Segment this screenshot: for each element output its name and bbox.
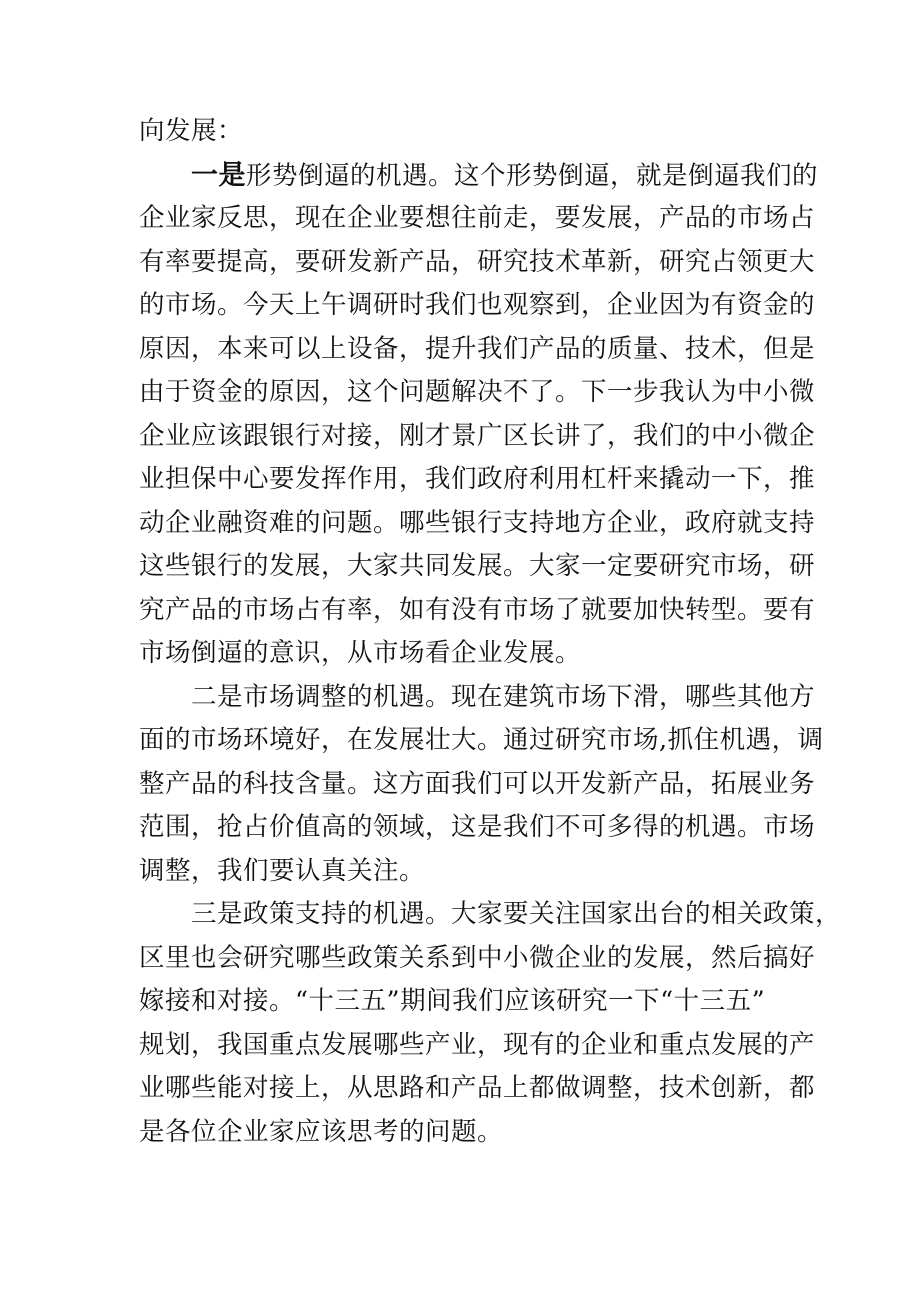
paragraph-3-line-1: 三是政策支持的机遇。大家要关注国家出台的相关政策， bbox=[191, 899, 842, 929]
paragraph-3-line-3: 嫁接和对接。“十三五”期间我们应该研究一下“十三五” bbox=[139, 986, 766, 1016]
paragraph-1-line-2: 企业家反思，现在企业要想往前走，要发展，产品的市场占 bbox=[139, 203, 816, 233]
paragraph-2-line-4: 范围，抢占价值高的领域，这是我们不可多得的机遇。市场 bbox=[139, 812, 816, 842]
paragraph-3-line-6: 是各位企业家应该思考的问题。 bbox=[139, 1116, 504, 1147]
paragraph-2-line-3: 整产品的科技含量。这方面我们可以开发新产品，拓展业务 bbox=[139, 768, 816, 799]
paragraph-1-line-9: 动企业融资难的问题。哪些银行支持地方企业，政府就支持 bbox=[139, 507, 816, 538]
paragraph-1 bbox=[139, 154, 819, 676]
paragraph-3-line-4: 规划，我国重点发展哪些产业，现有的企业和重点发展的产 bbox=[139, 1029, 816, 1060]
paragraph-1-line-11: 究产品的市场占有率，如有没有市场了就要加快转型。要有 bbox=[139, 594, 816, 625]
paragraph-3-line-5: 业哪些能对接上，从思路和产品上都做调整，技术创新，都 bbox=[139, 1073, 816, 1103]
paragraph-1-line-1 bbox=[139, 154, 819, 198]
paragraph-2-line-2: 面的市场环境好，在发展壮大。通过研究市场,抓住机遇，调 bbox=[139, 725, 824, 755]
paragraph-1-line-6: 由于资金的原因，这个问题解决不了。下一步我认为中小微 bbox=[139, 377, 816, 407]
paragraph-1-line-10: 这些银行的发展，大家共同发展。大家一定要研究市场，研 bbox=[139, 551, 816, 581]
intro-line: 向发展： bbox=[139, 116, 244, 146]
paragraph-3 bbox=[139, 893, 842, 1154]
paragraph-3-line-2: 区里也会研究哪些政策关系到中小微企业的发展，然后搞好 bbox=[139, 942, 816, 973]
paragraph-1-line-7: 企业应该跟银行对接，刚才景广区长讲了，我们的中小微企 bbox=[139, 420, 816, 451]
paragraph-1-line-3: 有率要提高，要研发新产品，研究技术革新，研究占领更大 bbox=[139, 246, 816, 277]
paragraph-1-line-5: 原因，本来可以上设备，提升我们产品的质量、技术，但是 bbox=[139, 333, 816, 364]
paragraph-1-line-4: 的市场。今天上午调研时我们也观察到，企业因为有资金的 bbox=[139, 290, 816, 320]
paragraph-2 bbox=[139, 676, 824, 894]
paragraph-1-line-8: 业担保中心要发挥作用，我们政府利用杠杆来撬动一下，推 bbox=[139, 464, 816, 494]
paragraph-2-line-5: 调整，我们要认真关注。 bbox=[139, 855, 426, 886]
paragraph-1-line-1-text: 形势倒逼的机遇。这个形势倒逼，就是倒逼我们的 bbox=[246, 160, 819, 191]
document-page bbox=[139, 110, 842, 1154]
paragraph-2-line-1: 二是市场调整的机遇。现在建筑市场下滑，哪些其他方 bbox=[191, 681, 816, 712]
paragraph-1-lead: 一是 bbox=[191, 159, 246, 191]
paragraph-1-line-12: 市场倒逼的意识，从市场看企业发展。 bbox=[139, 638, 582, 668]
